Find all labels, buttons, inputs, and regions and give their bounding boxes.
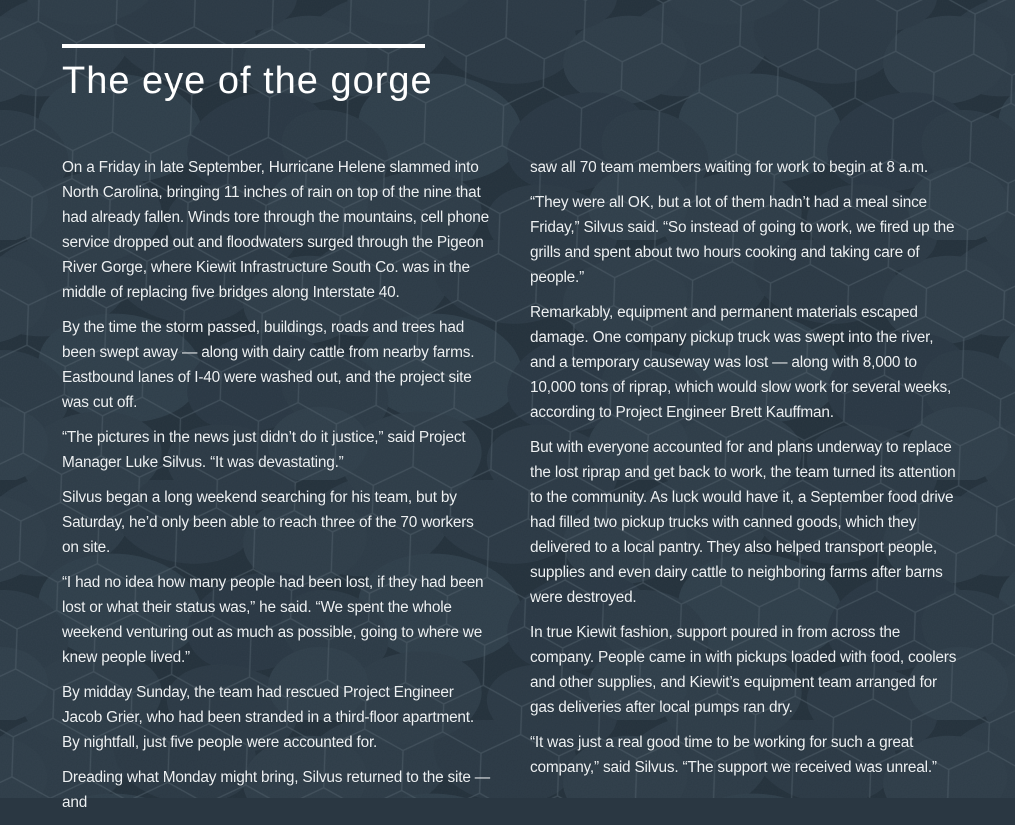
paragraph: Dreading what Monday might bring, Silvus returned to the site — and xyxy=(62,768,490,811)
page-title: The eye of the gorge xyxy=(62,60,433,102)
paragraph: “The pictures in the news just didn’t do it justice,” said Project Manager Luke Silvus. “It was devastating.” xyxy=(62,428,466,471)
paragraph: On a Friday in late September, Hurricane Helene slammed into North Carolina, bringing 11 inches of rain on top of the nine that had already fallen. Winds tore through the mountains, cell phone service dropped out and floodwaters surged through the Pigeon River Gorge, where Kiewit Infrastructure South Co. was in the middle of replacing five bridges along Interstate 40. xyxy=(62,158,489,301)
paragraph: Silvus began a long weekend searching for his team, but by Saturday, he’d only been able to reach three of the 70 workers on site. xyxy=(62,488,474,556)
paragraph: In true Kiewit fashion, support poured in from across the company. People came in with pickups loaded with food, coolers and other supplies, and Kiewit’s equipment team arranged for gas deliveries after local pumps ran dry. xyxy=(530,623,957,716)
paragraph: By midday Sunday, the team had rescued Project Engineer Jacob Grier, who had been stranded in a third-floor apartment. By nightfall, just five people were accounted for. xyxy=(62,683,474,751)
article-column-right xyxy=(530,155,958,825)
article-column-left xyxy=(62,155,492,825)
paragraph: Remarkably, equipment and permanent materials escaped damage. One company pickup truck was swept into the river, and a temporary causeway was lost — along with 8,000 to 10,000 tons of riprap, which would slow work for several weeks, according to Project Engineer Brett Kauffman. xyxy=(530,303,952,421)
paragraph: “It was just a real good time to be working for such a great company,” said Silvus. “The support we received was unreal.” xyxy=(530,733,937,776)
title-rule xyxy=(62,44,425,48)
paragraph: But with everyone accounted for and plans underway to replace the lost riprap and get back to work, the team turned its attention to the community. As luck would have it, a September food drive had filled two pickup trucks with canned goods, which they delivered to a local pantry. They also helped transport people, supplies and even dairy cattle to neighboring farms after barns were destroyed. xyxy=(530,438,956,606)
paragraph: “They were all OK, but a lot of them hadn’t had a meal since Friday,” Silvus said. “So instead of going to work, we fired up the grills and spent about two hours cooking and taking care of people.” xyxy=(530,193,955,286)
paragraph: “I had no idea how many people had been lost, if they had been lost or what their status was,” he said. “We spent the whole weekend venturing out as much as possible, going to where we knew people lived.” xyxy=(62,573,484,666)
paragraph: saw all 70 team members waiting for work to begin at 8 a.m. xyxy=(530,158,928,176)
paragraph: By the time the storm passed, buildings, roads and trees had been swept away — along with dairy cattle from nearby farms. Eastbound lanes of I-40 were washed out, and the project site was cut off. xyxy=(62,318,475,411)
article-columns xyxy=(62,155,958,825)
